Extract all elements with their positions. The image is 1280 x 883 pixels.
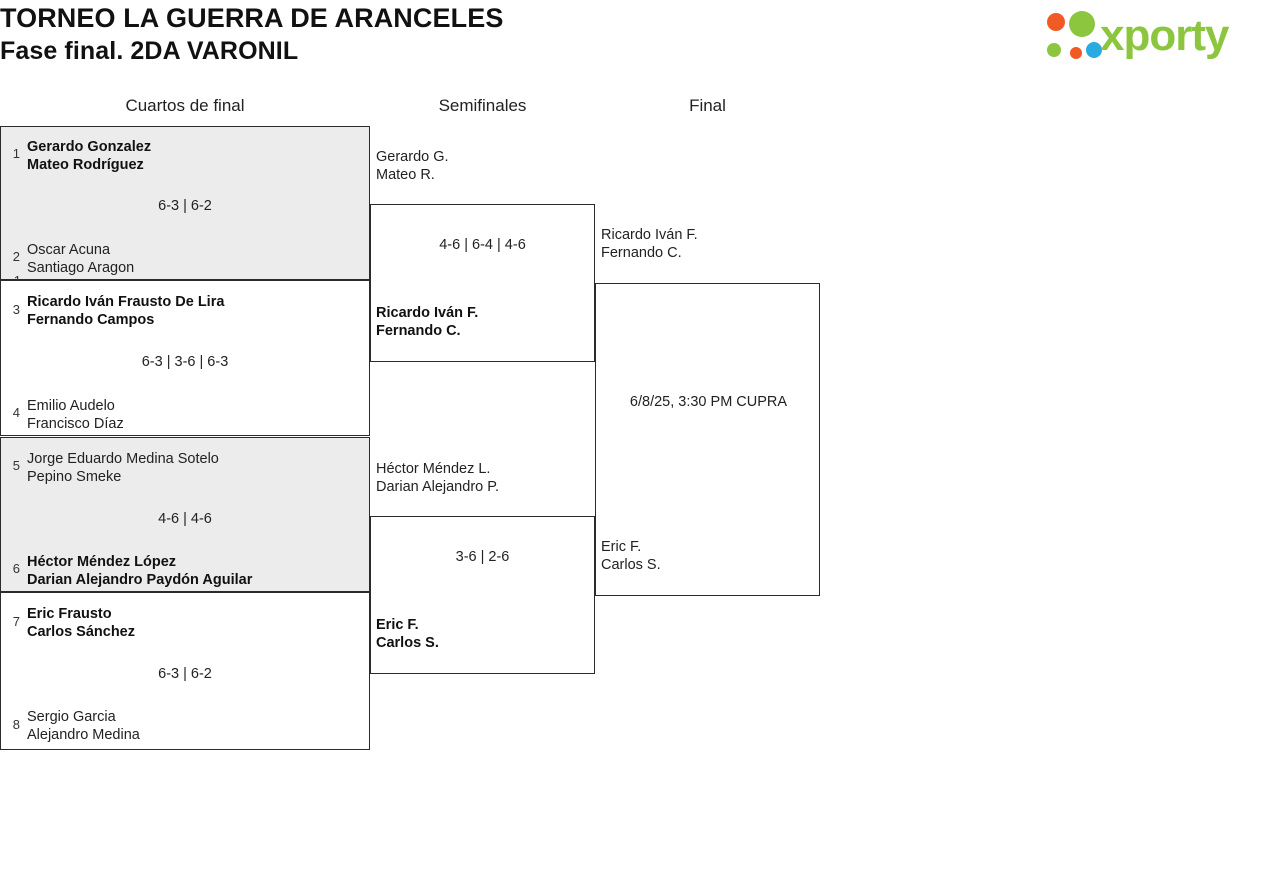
final-bottom-player-2: Carlos S. — [601, 557, 661, 573]
semifinal-1-top-player-2: Mateo R. — [376, 167, 435, 183]
match-quarterfinal-3[interactable] — [0, 437, 370, 592]
team-player-2: Darian Alejandro Paydón Aguilar — [27, 572, 253, 588]
match-quarterfinal-2[interactable] — [0, 280, 370, 436]
match-quarterfinal-4[interactable] — [0, 592, 370, 750]
team-player-1: Eric Frausto — [27, 606, 112, 622]
match-score: 4-6 | 6-4 | 4-6 — [439, 237, 526, 253]
logo-wordmark: xporty — [1100, 11, 1229, 60]
semifinal-2-bottom-player-2: Carlos S. — [376, 635, 439, 651]
tournament-title — [0, 2, 503, 68]
final-top-player-1: Ricardo Iván F. — [601, 227, 698, 243]
match-score: 3-6 | 2-6 — [455, 549, 510, 565]
team-player-2: Alejandro Medina — [27, 727, 140, 743]
team-player-2: Mateo Rodríguez — [27, 157, 144, 173]
team-player-2: Pepino Smeke — [27, 469, 122, 485]
match-score: 6-3 | 6-2 — [158, 666, 212, 682]
match-score: 4-6 | 4-6 — [158, 511, 212, 527]
seed-label-6: 6 — [12, 561, 20, 576]
semifinal-2-top-player-2: Darian Alejandro P. — [376, 479, 500, 495]
title-line-2: Fase final. 2DA VARONIL — [0, 37, 299, 65]
match-score: 6-3 | 6-2 — [158, 198, 212, 214]
team-player-1: Emilio Audelo — [27, 398, 115, 414]
seed-label-7: 7 — [12, 614, 20, 629]
team-player-1: Oscar Acuna — [27, 242, 111, 258]
round-header-quarterfinals: Cuartos de final — [125, 96, 245, 115]
page-header — [0, 0, 1280, 72]
team-player-1: Sergio Garcia — [27, 709, 116, 725]
match-quarterfinal-1[interactable] — [0, 126, 370, 280]
final-schedule-info: 6/8/25, 3:30 PM CUPRA — [629, 394, 788, 410]
team-player-1: Héctor Méndez López — [27, 554, 177, 570]
seed-label-2: 2 — [12, 249, 20, 264]
team-player-2: Santiago Aragon — [27, 260, 135, 276]
final-top-player-2: Fernando C. — [601, 245, 682, 261]
seed-label-1: 1 — [12, 146, 20, 161]
round-header-final: Final — [689, 96, 726, 115]
team-player-1: Gerardo Gonzalez — [27, 139, 152, 155]
team-player-2: Carlos Sánchez — [27, 624, 135, 640]
title-line-1: TORNEO LA GUERRA DE ARANCELES — [0, 3, 504, 33]
semifinal-2-bottom-player-1: Eric F. — [376, 617, 419, 633]
semifinal-2-top-player-1: Héctor Méndez L. — [376, 461, 491, 477]
team-player-1: Ricardo Iván Frausto De Lira — [27, 294, 225, 310]
final-bottom-player-1: Eric F. — [601, 539, 642, 555]
xporty-logo — [1044, 4, 1274, 68]
semifinal-1-top-player-1: Gerardo G. — [376, 149, 449, 165]
seed-label-5: 5 — [12, 458, 20, 473]
semifinal-1-bottom-player-2: Fernando C. — [376, 323, 461, 339]
team-player-2: Fernando Campos — [27, 312, 155, 328]
team-player-1: Jorge Eduardo Medina Sotelo — [27, 451, 219, 467]
semifinal-1-bottom-player-1: Ricardo Iván F. — [376, 305, 479, 321]
seed-label-4: 4 — [12, 405, 20, 420]
round-header-semifinals: Semifinales — [438, 96, 527, 115]
seed-label-8: 8 — [12, 717, 20, 732]
match-score: 6-3 | 3-6 | 6-3 — [141, 354, 229, 370]
team-player-2: Francisco Díaz — [27, 416, 124, 432]
logo-dots-icon — [1044, 10, 1102, 66]
seed-label-3: 3 — [12, 302, 20, 317]
